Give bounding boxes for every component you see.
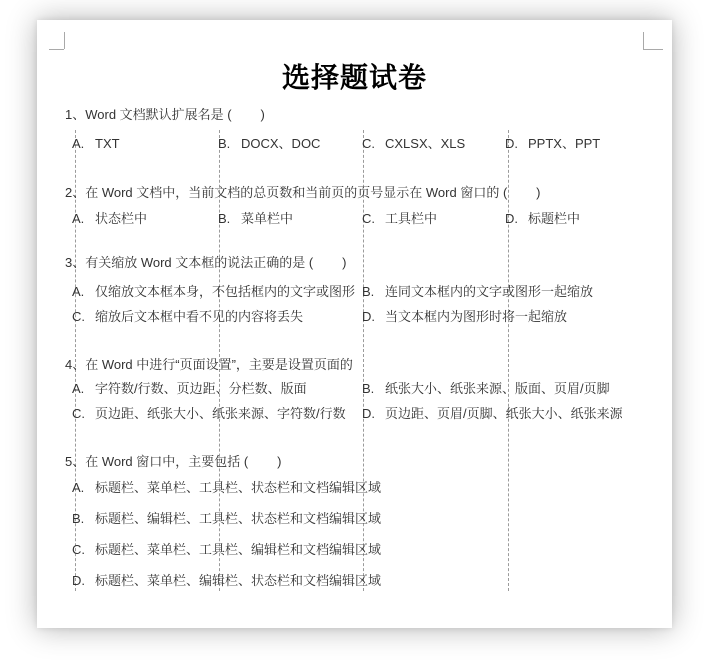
question-1-option-b <box>218 137 320 151</box>
crop-mark-vertical-line <box>643 32 644 49</box>
option-letter: D. <box>362 309 375 324</box>
option-letter: A. <box>72 211 85 226</box>
question-3-option-a <box>72 285 355 299</box>
question-1-option-a <box>72 137 120 151</box>
question-3-option-d <box>362 310 567 324</box>
question-4-option-c <box>72 407 346 421</box>
question-5-option-d <box>72 574 381 588</box>
question-5-text: 5、在 Word 窗口中，主要包括 ( ) <box>65 454 282 469</box>
option-text: 缩放后文本框中看不见的内容将丢失 <box>95 309 304 324</box>
option-text: 页边距、页眉/页脚、纸张大小、纸张来源 <box>385 406 623 421</box>
option-text: 纸张大小、纸张来源、版面、页眉/页脚 <box>385 381 610 396</box>
option-text: 标题栏、菜单栏、工具栏、状态栏和文档编辑区域 <box>95 480 382 495</box>
option-letter: C. <box>72 406 85 421</box>
option-text: CXLSX、XLS <box>385 136 466 151</box>
option-text: 菜单栏中 <box>241 211 294 226</box>
option-letter: A. <box>72 284 85 299</box>
question-3-option-b <box>362 285 593 299</box>
option-text: 当文本框内为图形时将一起缩放 <box>385 309 568 324</box>
option-letter: C. <box>72 309 85 324</box>
option-letter: C. <box>72 542 85 557</box>
page-title: 选择题试卷 <box>281 62 427 93</box>
question-1-text: 1、Word 文档默认扩展名是 ( ) <box>65 107 265 122</box>
question-2-option-d <box>505 212 580 226</box>
option-text: 状态栏中 <box>95 211 148 226</box>
question-3-text: 3、有关缩放 Word 文本框的说法正确的是 ( ) <box>65 255 347 270</box>
option-letter: A. <box>72 136 85 151</box>
question-3-option-c <box>72 310 303 324</box>
question-1-option-c <box>362 137 465 151</box>
option-letter: B. <box>218 136 231 151</box>
option-text: 标题栏中 <box>528 211 581 226</box>
question-5-option-c <box>72 543 381 557</box>
question-5-option-a <box>72 481 381 495</box>
option-text: 标题栏、菜单栏、工具栏、编辑栏和文档编辑区域 <box>95 542 382 557</box>
question-1-option-d <box>505 137 600 151</box>
option-text: 页边距、纸张大小、纸张来源、字符数/行数 <box>95 406 346 421</box>
question-2-text: 2、在 Word 文档中，当前文档的总页数和当前页的页号显示在 Word 窗口的 ( ) <box>65 185 541 200</box>
option-text: 字符数/行数、页边距、分栏数、版面 <box>95 381 307 396</box>
option-letter: B. <box>72 511 85 526</box>
option-letter: A. <box>72 381 85 396</box>
question-4-option-b <box>362 382 610 396</box>
document-page[interactable] <box>37 20 672 628</box>
option-letter: D. <box>505 136 518 151</box>
option-letter: C. <box>362 211 375 226</box>
option-letter: C. <box>362 136 375 151</box>
option-letter: D. <box>505 211 518 226</box>
option-text: 工具栏中 <box>385 211 438 226</box>
crop-mark-vertical-line <box>64 32 65 49</box>
option-text: 连同文本框内的文字或图形一起缩放 <box>385 284 594 299</box>
option-text: PPTX、PPT <box>528 136 601 151</box>
crop-mark-horizontal-line <box>643 49 663 50</box>
question-4-option-a <box>72 382 307 396</box>
option-letter: B. <box>218 211 231 226</box>
option-text: 标题栏、编辑栏、工具栏、状态栏和文档编辑区域 <box>95 511 382 526</box>
option-text: TXT <box>95 136 120 151</box>
question-2-option-a <box>72 212 147 226</box>
option-letter: B. <box>362 381 375 396</box>
option-letter: D. <box>362 406 375 421</box>
option-letter: A. <box>72 480 85 495</box>
option-text: 标题栏、菜单栏、编辑栏、状态栏和文档编辑区域 <box>95 573 382 588</box>
question-5-option-b <box>72 512 381 526</box>
question-4-text: 4、在 Word 中进行“页面设置”，主要是设置页面的 <box>65 357 353 372</box>
crop-mark-horizontal-line <box>49 49 64 50</box>
option-letter: D. <box>72 573 85 588</box>
option-letter: B. <box>362 284 375 299</box>
option-text: DOCX、DOC <box>241 136 321 151</box>
question-2-option-b <box>218 212 293 226</box>
question-2-option-c <box>362 212 437 226</box>
question-4-option-d <box>362 407 623 421</box>
option-text: 仅缩放文本框本身，不包括框内的文字或图形 <box>95 284 356 299</box>
